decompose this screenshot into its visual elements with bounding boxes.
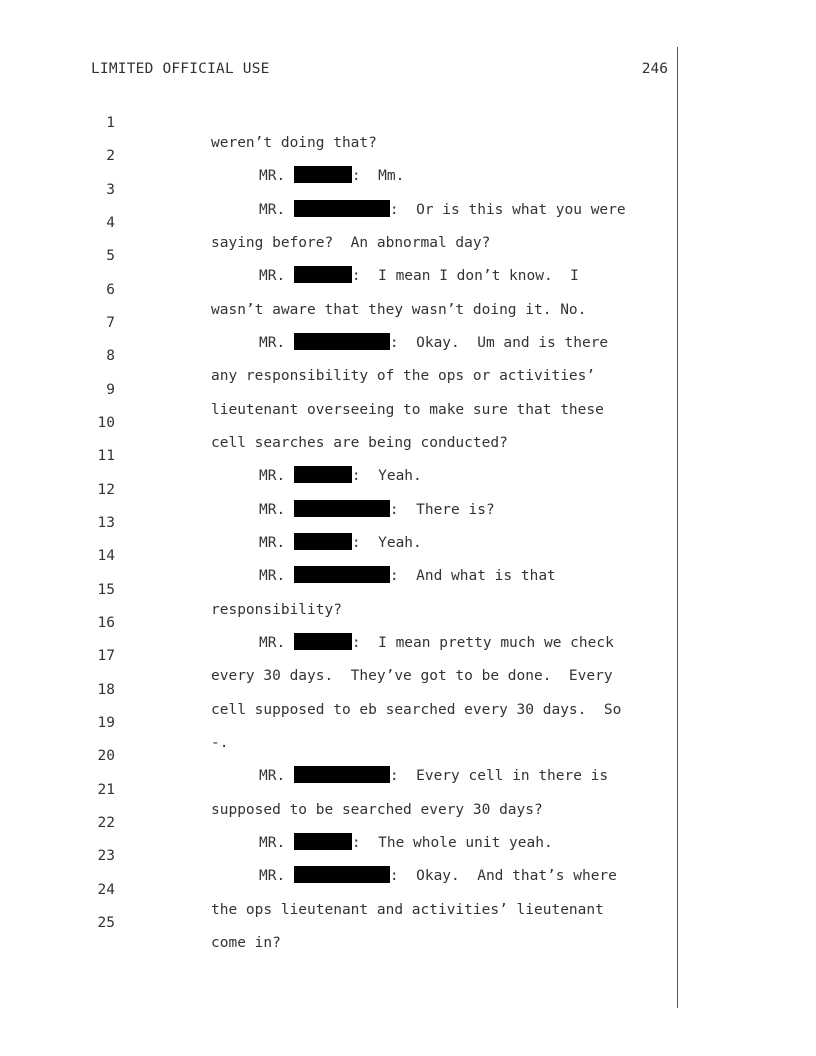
line-text: saying before? An abnormal day?	[211, 235, 491, 251]
line-number: 19	[97, 715, 115, 731]
transcript-line	[0, 526, 670, 584]
line-number: 8	[106, 348, 115, 364]
line-number: 15	[97, 582, 115, 598]
speaker-prefix: MR.	[259, 468, 294, 484]
line-number: 3	[106, 182, 115, 198]
line-number: 14	[97, 548, 115, 564]
transcript-line	[0, 226, 670, 284]
transcript-line	[0, 826, 670, 884]
speech-text: : Yeah.	[351, 535, 422, 551]
speech-text: : Every cell in there is	[389, 768, 609, 784]
line-number: 5	[106, 248, 115, 264]
speech-text: : Okay. Um and is there	[389, 335, 609, 351]
speaker-prefix: MR.	[259, 535, 294, 551]
line-text: the ops lieutenant and activities’ lieutenant	[211, 902, 604, 918]
line-number: 10	[97, 415, 115, 431]
transcript-line	[0, 793, 670, 851]
line-text: every 30 days. They’ve got to be done. Every	[211, 668, 613, 684]
transcript-line	[0, 260, 670, 318]
line-number: 25	[97, 915, 115, 931]
line-number: 2	[106, 148, 115, 164]
line-text: supposed to be searched every 30 days?	[211, 802, 543, 818]
right-margin-rule	[677, 47, 678, 1008]
line-number: 13	[97, 515, 115, 531]
speaker-prefix: MR.	[259, 568, 294, 584]
line-number: 22	[97, 815, 115, 831]
speaker-prefix: MR.	[259, 268, 294, 284]
speech-text: : And what is that	[389, 568, 556, 584]
transcript-line	[0, 293, 670, 351]
transcript-line	[0, 426, 670, 484]
line-number: 1	[106, 115, 115, 131]
line-text: lieutenant overseeing to make sure that these	[211, 402, 604, 418]
line-number: 23	[97, 848, 115, 864]
speaker-prefix: MR.	[259, 635, 294, 651]
transcript-line	[0, 126, 670, 184]
line-number: 9	[106, 382, 115, 398]
transcript-line	[0, 393, 670, 451]
line-text: weren’t doing that?	[211, 135, 377, 151]
transcript-line	[0, 893, 670, 951]
transcript-line	[0, 360, 670, 418]
transcript-line	[0, 760, 670, 818]
transcript-line	[0, 193, 670, 251]
classification-header: LIMITED OFFICIAL USE	[91, 61, 270, 77]
line-number: 12	[97, 482, 115, 498]
speech-text: : Yeah.	[351, 468, 422, 484]
speech-text: : Okay. And that’s where	[389, 868, 617, 884]
line-text: cell supposed to eb searched every 30 days. So	[211, 702, 622, 718]
speaker-prefix: MR.	[259, 168, 294, 184]
transcript-line	[0, 626, 670, 684]
transcript-line	[0, 560, 670, 618]
transcript-line	[0, 493, 670, 551]
speech-text: : I mean pretty much we check	[351, 635, 614, 651]
speech-text: : Mm.	[351, 168, 405, 184]
speaker-prefix: MR.	[259, 768, 294, 784]
transcript-line	[0, 460, 670, 518]
line-number: 16	[97, 615, 115, 631]
line-number: 4	[106, 215, 115, 231]
transcript-line	[0, 693, 670, 751]
transcript-line	[0, 726, 670, 784]
page-number: 246	[641, 61, 668, 77]
speaker-prefix: MR.	[259, 868, 294, 884]
speech-text: : The whole unit yeah.	[351, 835, 553, 851]
speaker-prefix: MR.	[259, 502, 294, 518]
transcript-line	[0, 326, 670, 384]
line-number: 24	[97, 882, 115, 898]
speech-text: : Or is this what you were	[389, 202, 626, 218]
transcript-line	[0, 660, 670, 718]
speech-text: : I mean I don’t know. I	[351, 268, 579, 284]
line-text: cell searches are being conducted?	[211, 435, 508, 451]
transcript-line	[0, 160, 670, 218]
line-text: responsibility?	[211, 602, 342, 618]
line-text: -.	[211, 735, 229, 751]
line-number: 6	[106, 282, 115, 298]
line-text: come in?	[211, 935, 281, 951]
transcript-line	[0, 93, 670, 151]
line-number: 11	[97, 448, 115, 464]
line-number: 17	[97, 648, 115, 664]
speaker-prefix: MR.	[259, 835, 294, 851]
transcript-line	[0, 860, 670, 918]
line-number: 18	[97, 682, 115, 698]
line-number: 7	[106, 315, 115, 331]
speaker-prefix: MR.	[259, 202, 294, 218]
line-text: wasn’t aware that they wasn’t doing it. No.	[211, 302, 587, 318]
transcript-line	[0, 593, 670, 651]
line-text: any responsibility of the ops or activities’	[211, 368, 596, 384]
speech-text: : There is?	[389, 502, 495, 518]
speaker-prefix: MR.	[259, 335, 294, 351]
line-number: 21	[97, 782, 115, 798]
line-number: 20	[97, 748, 115, 764]
